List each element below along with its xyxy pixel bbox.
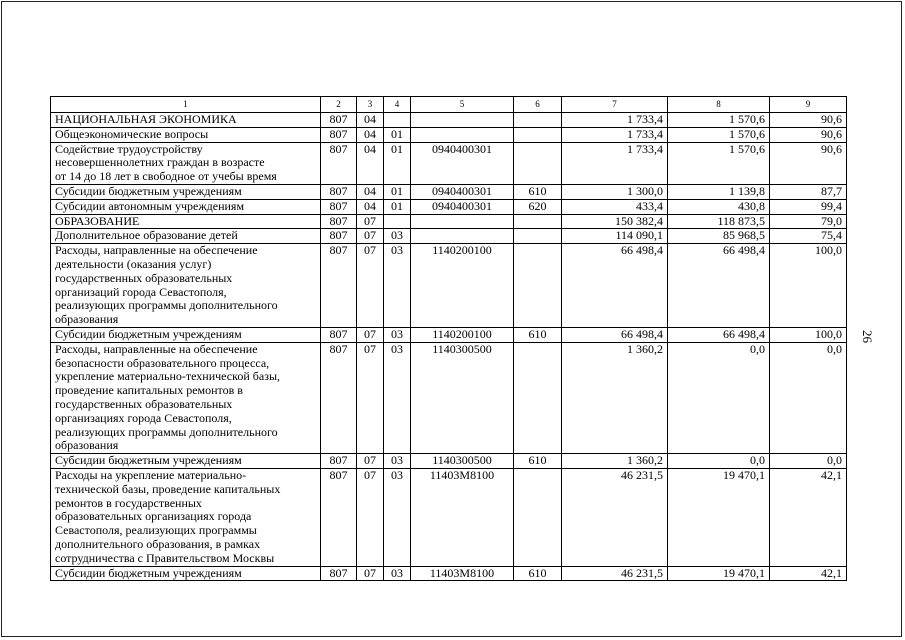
table-row (51, 342, 847, 453)
row-plan: 1 300,0 (562, 184, 668, 199)
header-cell-9: 9 (770, 97, 847, 113)
row-name: Расходы, направленные на обеспечение деятельности (оказания услуг) государственных образовательных организаций города Севастополя, реализующих программы дополнительного образования (51, 244, 321, 328)
row-pr (384, 214, 411, 229)
row-csr: 0940400301 (411, 142, 514, 184)
row-rz: 07 (357, 244, 384, 328)
row-vr (514, 214, 562, 229)
row-gr: 807 (321, 184, 357, 199)
row-plan: 433,4 (562, 199, 668, 214)
row-pct: 90,6 (770, 127, 847, 142)
row-csr: 0940400301 (411, 184, 514, 199)
row-name: Содействие трудоустройству несовершеннолетних граждан в возрасте от 14 до 18 лет в свободное от учебы время (51, 142, 321, 184)
row-rz: 07 (357, 342, 384, 453)
row-vr: 620 (514, 199, 562, 214)
row-pct: 90,6 (770, 113, 847, 128)
header-cell-2: 2 (321, 97, 357, 113)
row-csr: 1140200100 (411, 244, 514, 328)
row-name: ОБРАЗОВАНИЕ (51, 214, 321, 229)
row-gr: 807 (321, 566, 357, 581)
row-gr: 807 (321, 342, 357, 453)
row-rz: 07 (357, 454, 384, 469)
row-vr: 610 (514, 184, 562, 199)
row-vr (514, 342, 562, 453)
row-pct: 100,0 (770, 244, 847, 328)
row-pr: 01 (384, 199, 411, 214)
header-cell-4: 4 (384, 97, 411, 113)
row-pr: 03 (384, 244, 411, 328)
row-fact: 118 873,5 (668, 214, 770, 229)
row-gr: 807 (321, 327, 357, 342)
row-rz: 04 (357, 113, 384, 128)
row-plan: 46 231,5 (562, 566, 668, 581)
header-row (51, 97, 847, 113)
row-plan: 114 090,1 (562, 229, 668, 244)
table-row (51, 199, 847, 214)
header-cell-5: 5 (411, 97, 514, 113)
row-gr: 807 (321, 244, 357, 328)
row-csr: 0940400301 (411, 199, 514, 214)
table-row (51, 142, 847, 184)
row-name: Субсидии бюджетным учреждениям (51, 566, 321, 581)
row-plan: 150 382,4 (562, 214, 668, 229)
row-fact: 19 470,1 (668, 566, 770, 581)
row-gr: 807 (321, 142, 357, 184)
table-row (51, 184, 847, 199)
row-pr: 03 (384, 327, 411, 342)
row-rz: 07 (357, 214, 384, 229)
row-pr: 03 (384, 229, 411, 244)
row-vr (514, 127, 562, 142)
row-csr: 11403M8100 (411, 566, 514, 581)
row-name: Расходы на укрепление материально- технической базы, проведение капитальных ремонтов в государственных образовательных организациях города Севастополя, реализующих программы дополнительного образования, в рамках сотрудничества с Правительством Москвы (51, 468, 321, 566)
table-row (51, 229, 847, 244)
row-gr: 807 (321, 127, 357, 142)
row-fact: 19 470,1 (668, 468, 770, 566)
row-pct: 100,0 (770, 327, 847, 342)
row-pct: 99,4 (770, 199, 847, 214)
row-pct: 75,4 (770, 229, 847, 244)
row-fact: 1 570,6 (668, 127, 770, 142)
row-fact: 1 139,8 (668, 184, 770, 199)
row-vr (514, 229, 562, 244)
row-pct: 42,1 (770, 566, 847, 581)
row-vr: 610 (514, 454, 562, 469)
row-csr (411, 113, 514, 128)
row-rz: 07 (357, 566, 384, 581)
row-fact: 85 968,5 (668, 229, 770, 244)
row-pct: 79,0 (770, 214, 847, 229)
header-cell-3: 3 (357, 97, 384, 113)
row-name: Субсидии автономным учреждениям (51, 199, 321, 214)
row-fact: 66 498,4 (668, 327, 770, 342)
row-pct: 42,1 (770, 468, 847, 566)
row-csr: 11403M8100 (411, 468, 514, 566)
row-csr (411, 214, 514, 229)
row-pr: 01 (384, 184, 411, 199)
row-pr (384, 113, 411, 128)
row-name: Общеэкономические вопросы (51, 127, 321, 142)
table-row (51, 566, 847, 581)
row-pct: 0,0 (770, 454, 847, 469)
row-plan: 1 733,4 (562, 113, 668, 128)
row-name: НАЦИОНАЛЬНАЯ ЭКОНОМИКА (51, 113, 321, 128)
row-vr (514, 244, 562, 328)
row-gr: 807 (321, 454, 357, 469)
row-pr: 03 (384, 342, 411, 453)
row-gr: 807 (321, 229, 357, 244)
row-gr: 807 (321, 214, 357, 229)
row-plan: 1 733,4 (562, 142, 668, 184)
row-name: Расходы, направленные на обеспечение безопасности образовательного процесса, укрепление материально-технической базы, проведение капитальных ремонтов в государственных образовательных организациях города Севастополя, реализующих программы дополнительного образования (51, 342, 321, 453)
row-rz: 04 (357, 199, 384, 214)
row-fact: 1 570,6 (668, 142, 770, 184)
row-fact: 66 498,4 (668, 244, 770, 328)
row-fact: 0,0 (668, 342, 770, 453)
row-pct: 0,0 (770, 342, 847, 453)
row-plan: 66 498,4 (562, 327, 668, 342)
header-cell-6: 6 (514, 97, 562, 113)
header-cell-1: 1 (51, 97, 321, 113)
row-csr: 1140300500 (411, 454, 514, 469)
row-vr: 610 (514, 327, 562, 342)
row-vr (514, 113, 562, 128)
row-csr (411, 229, 514, 244)
table-row (51, 468, 847, 566)
row-vr (514, 468, 562, 566)
row-fact: 430,8 (668, 199, 770, 214)
table-row (51, 214, 847, 229)
row-name: Субсидии бюджетным учреждениям (51, 454, 321, 469)
table-row (51, 127, 847, 142)
row-plan: 1 360,2 (562, 342, 668, 453)
row-vr (514, 142, 562, 184)
row-pr: 01 (384, 142, 411, 184)
row-pct: 90,6 (770, 142, 847, 184)
row-name: Субсидии бюджетным учреждениям (51, 184, 321, 199)
row-gr: 807 (321, 468, 357, 566)
row-plan: 1 733,4 (562, 127, 668, 142)
row-csr: 1140200100 (411, 327, 514, 342)
row-pr: 01 (384, 127, 411, 142)
row-name: Субсидии бюджетным учреждениям (51, 327, 321, 342)
row-fact: 1 570,6 (668, 113, 770, 128)
table-row (51, 454, 847, 469)
row-pct: 87,7 (770, 184, 847, 199)
page-number: 26 (860, 330, 875, 343)
row-gr: 807 (321, 199, 357, 214)
row-vr: 610 (514, 566, 562, 581)
header-cell-7: 7 (562, 97, 668, 113)
row-gr: 807 (321, 113, 357, 128)
table-row (51, 244, 847, 328)
row-plan: 66 498,4 (562, 244, 668, 328)
row-rz: 04 (357, 142, 384, 184)
budget-table (50, 96, 847, 581)
row-rz: 04 (357, 127, 384, 142)
row-csr: 1140300500 (411, 342, 514, 453)
row-pr: 03 (384, 468, 411, 566)
row-pr: 03 (384, 566, 411, 581)
row-fact: 0,0 (668, 454, 770, 469)
row-rz: 07 (357, 327, 384, 342)
row-csr (411, 127, 514, 142)
table-row (51, 327, 847, 342)
row-rz: 07 (357, 229, 384, 244)
row-pr: 03 (384, 454, 411, 469)
header-cell-8: 8 (668, 97, 770, 113)
row-plan: 1 360,2 (562, 454, 668, 469)
row-rz: 04 (357, 184, 384, 199)
row-rz: 07 (357, 468, 384, 566)
row-name: Дополнительное образование детей (51, 229, 321, 244)
row-plan: 46 231,5 (562, 468, 668, 566)
table-row (51, 113, 847, 128)
